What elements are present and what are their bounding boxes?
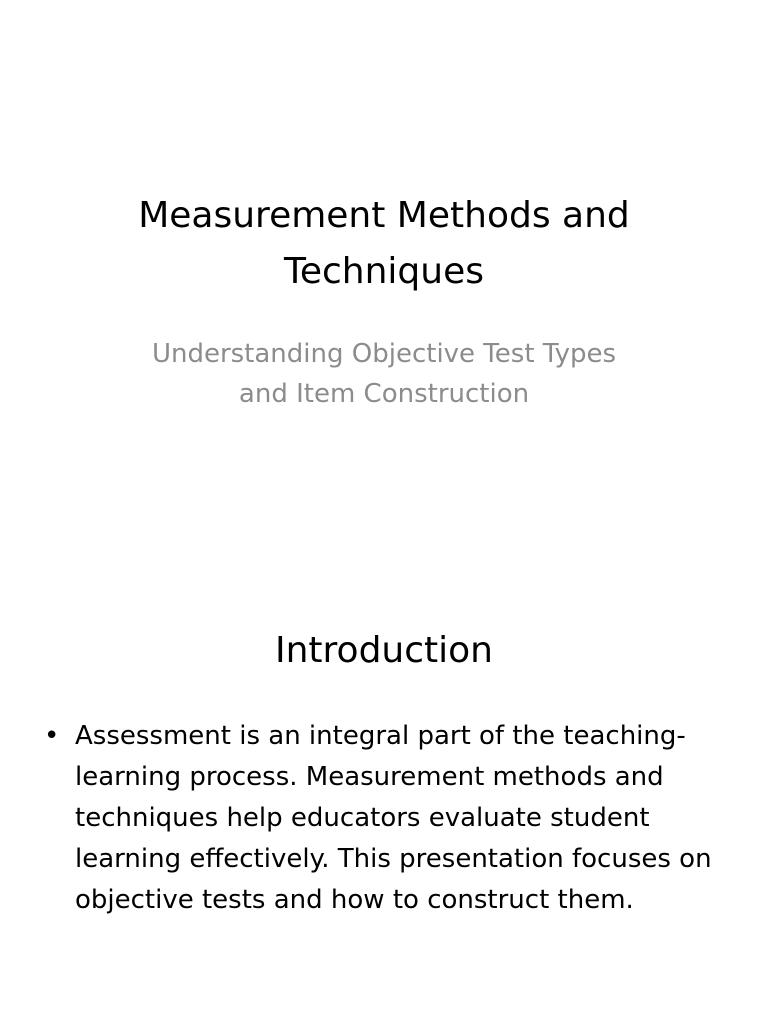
bullet-icon: • — [44, 721, 60, 751]
introduction-slide — [0, 512, 768, 1024]
subtitle-line-2: and Item Construction — [238, 379, 530, 409]
slide-subtitle — [100, 334, 668, 414]
slide-title — [40, 188, 728, 300]
slide-title: Introduction — [274, 630, 493, 671]
title-line-1: Measurement Methods and — [138, 195, 630, 236]
bullet-list — [40, 716, 730, 921]
bullet-text: Assessment is an integral part of the teaching-learning process. Measurement methods and techniques help educators evaluate student learning effectively. This presentation focuses on objective tests and how to construct them. — [75, 721, 712, 915]
bullet-item — [40, 716, 730, 921]
subtitle-line-1: Understanding Objective Test Types — [151, 339, 617, 369]
title-line-2: Techniques — [283, 251, 485, 292]
